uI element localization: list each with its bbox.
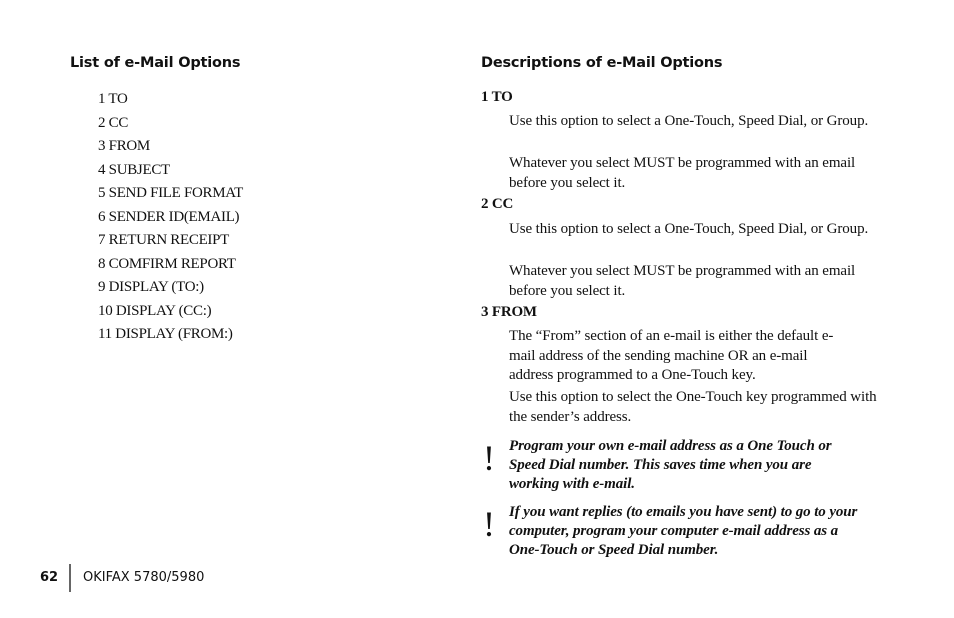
section-paragraph: Whatever you select MUST be programmed with an email before you select it. bbox=[509, 263, 856, 299]
exclamation-icon: ! bbox=[483, 504, 495, 544]
section-title-from: 3 FROM bbox=[481, 304, 537, 320]
section-paragraph: Whatever you select MUST be programmed with an email before you select it. bbox=[509, 155, 856, 191]
list-item: 6 SENDER ID(EMAIL) bbox=[98, 208, 240, 225]
product-name: OKIFAX 5780/5980 bbox=[83, 570, 205, 585]
exclamation-icon: ! bbox=[483, 438, 495, 478]
note-text: If you want replies (to emails you have sent) to go to your computer, program your computer e-mail address as a One-Touch or Speed Dial number. bbox=[509, 504, 858, 558]
list-item: 1 TO bbox=[98, 91, 128, 107]
section-title-cc: 2 CC bbox=[481, 196, 514, 212]
list-item: 9 DISPLAY (TO:) bbox=[98, 279, 204, 295]
list-item: 4 SUBJECT bbox=[98, 161, 170, 178]
list-item: 10 DISPLAY (CC:) bbox=[98, 302, 212, 319]
list-item: 5 SEND FILE FORMAT bbox=[98, 185, 244, 201]
footer-divider bbox=[69, 564, 71, 592]
list-item: 8 COMFIRM REPORT bbox=[98, 255, 236, 272]
list-item: 11 DISPLAY (FROM:) bbox=[98, 326, 233, 342]
list-item: 3 FROM bbox=[98, 138, 150, 154]
section-paragraph: The “From” section of an e-mail is either the default e-mail address of the sending machine OR an e-mail address programmed to a One-Touch key. bbox=[509, 328, 834, 383]
list-item: 7 RETURN RECEIPT bbox=[98, 232, 230, 248]
section-paragraph: Use this option to select the One-Touch key programmed with the sender’s address. bbox=[509, 389, 877, 425]
list-heading: List of e-Mail Options bbox=[70, 55, 241, 71]
section-title-to: 1 TO bbox=[481, 89, 513, 105]
page-number: 62 bbox=[40, 570, 59, 585]
section-paragraph: Use this option to select a One-Touch, Speed Dial, or Group. bbox=[509, 221, 869, 237]
email-options-list bbox=[98, 88, 243, 347]
descriptions-heading: Descriptions of e-Mail Options bbox=[481, 55, 723, 71]
list-item: 2 CC bbox=[98, 114, 129, 131]
note-text: Program your own e-mail address as a One Touch or Speed Dial number. This saves time when you are working with e-mail. bbox=[509, 438, 832, 492]
section-paragraph: Use this option to select a One-Touch, Speed Dial, or Group. bbox=[509, 113, 869, 129]
